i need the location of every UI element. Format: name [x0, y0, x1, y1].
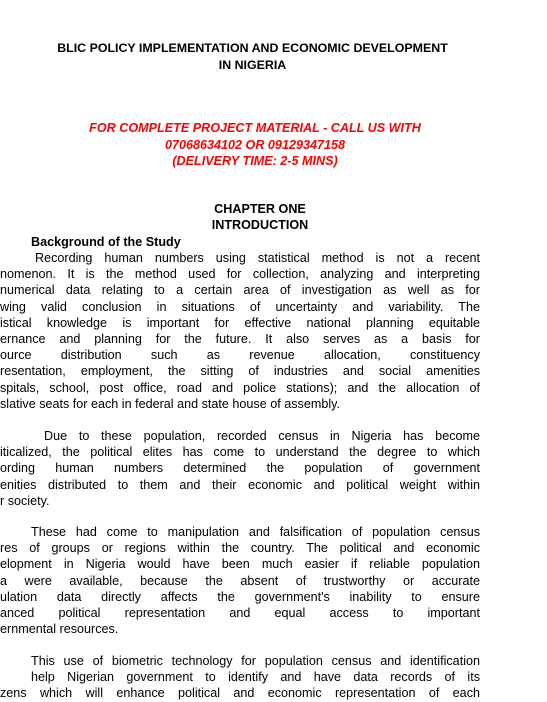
- paragraph-4-line: help Nigerian government to identify and have data records of its: [31, 670, 480, 685]
- paragraph-3-line: elopment in Nigeria would have been much easier if reliable population: [0, 557, 480, 572]
- paragraph-3-line: ernmental resources.: [0, 622, 119, 637]
- paragraph-1-line: istical knowledge is important for effective national planning equitable: [0, 315, 480, 330]
- paragraph-1-line: ernance and planning for the future. It also serves as a basis for: [0, 332, 480, 346]
- document-title-line-1: BLIC POLICY IMPLEMENTATION AND ECONOMIC DEVELOPMENT: [57, 41, 448, 55]
- paragraph-3-line: a were available, because the absent of trustworthy or accurate: [0, 573, 480, 588]
- paragraph-3-line: These had come to manipulation and falsification of population census: [31, 525, 480, 539]
- paragraph-4-line: zens which will enhance political and economic representation of each: [0, 686, 480, 701]
- paragraph-1-line: ource distribution such as revenue allocation, constituency: [0, 348, 480, 363]
- contact-notice-line-1: FOR COMPLETE PROJECT MATERIAL - CALL US WITH: [89, 121, 421, 135]
- contact-notice-line-2: 07068634102 OR 09129347158: [165, 138, 345, 152]
- paragraph-4-line: This use of biometric technology for population census and identification: [31, 654, 480, 668]
- paragraph-1-line: spitals, school, post office, road and police stations); and the allocation of: [0, 380, 480, 395]
- paragraph-3-line: anced political representation and equal access to important: [0, 606, 480, 620]
- chapter-number: CHAPTER ONE: [214, 202, 306, 216]
- paragraph-1-line: slative seats for each in federal and state house of assembly.: [0, 396, 340, 411]
- paragraph-1-line: numerical data relating to a certain area of investigation as well as for: [0, 283, 480, 298]
- paragraph-2-line: r society.: [0, 493, 50, 508]
- paragraph-2-line: ording human numbers determined the population of government: [0, 461, 480, 476]
- paragraph-2-line: iticalized, the political elites has come to understand the degree to which: [0, 445, 480, 460]
- section-heading: Background of the Study: [31, 235, 181, 249]
- paragraph-2-line: enities distributed to them and their economic and political weight within: [0, 477, 480, 492]
- contact-notice-line-3: (DELIVERY TIME: 2-5 MINS): [172, 154, 338, 168]
- paragraph-1-line: wing valid conclusion in situations of uncertainty and variability. The: [0, 299, 480, 314]
- paragraph-1-line: nomenon. It is the method used for collection, analyzing and interpreting: [0, 267, 480, 282]
- paragraph-1-line: Recording human numbers using statistical method is not a recent: [35, 251, 480, 265]
- paragraph-3-line: ulation data directly affects the government's inability to ensure: [0, 589, 480, 604]
- paragraph-3-line: res of groups or regions within the country. The political and economic: [0, 541, 480, 556]
- paragraph-2-line: Due to these population, recorded census in Nigeria has become: [44, 429, 480, 443]
- chapter-title: INTRODUCTION: [211, 218, 309, 232]
- paragraph-1-line: resentation, employment, the sitting of industries and social amenities: [0, 364, 480, 379]
- document-title-line-2: IN NIGERIA: [218, 58, 287, 72]
